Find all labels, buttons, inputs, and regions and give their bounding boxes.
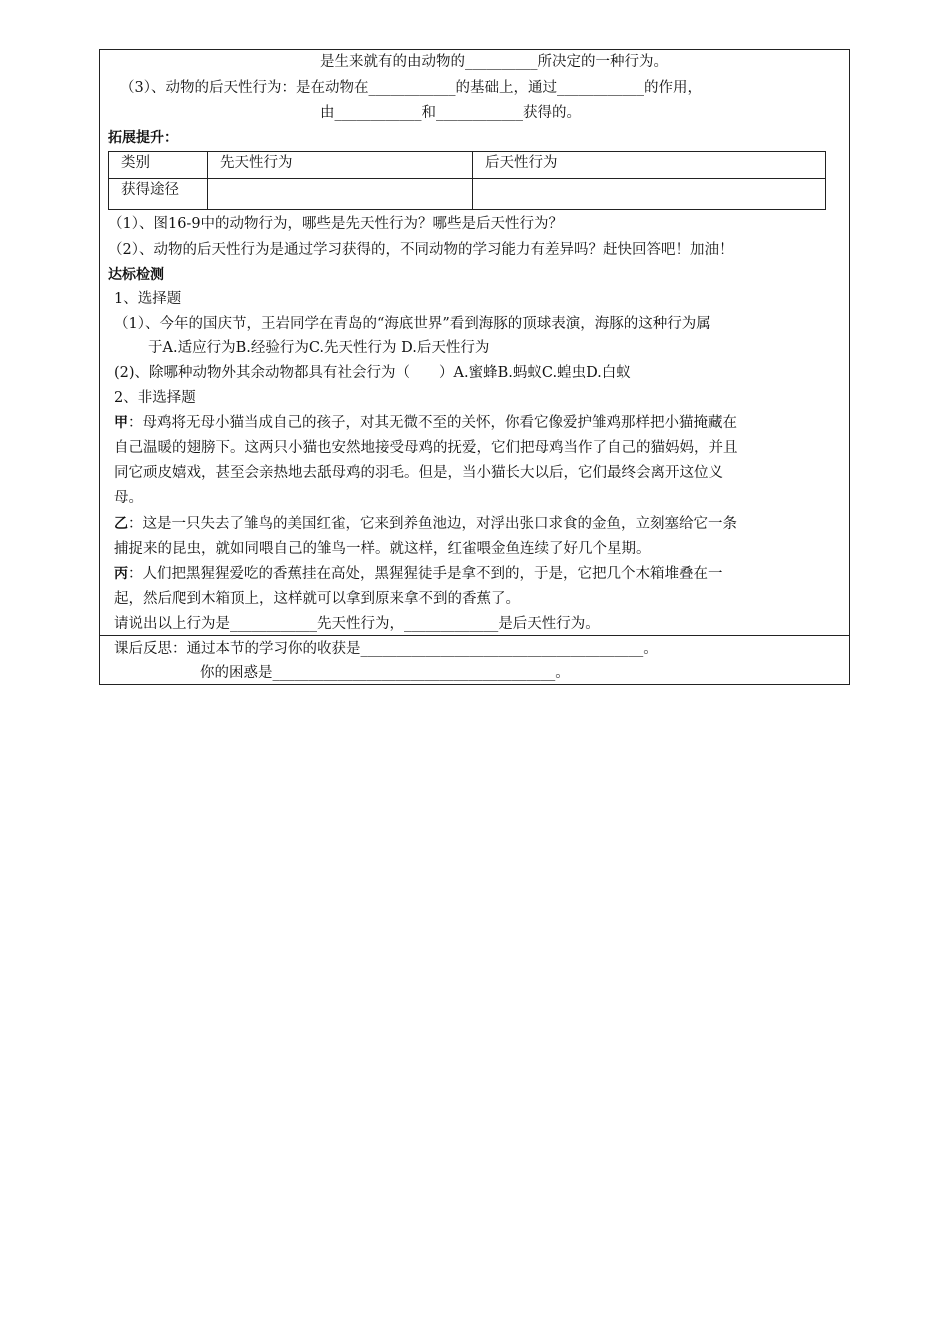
case-jia-line-2: 自己温暖的翅膀下。这两只小猫也安然地接受母鸡的抚爱，它们把母鸡当作了自己的猫妈妈，并且: [114, 440, 738, 456]
choice-question-1: （1）、今年的国庆节，王岩同学在青岛的“海底世界”看到海豚的顶球表演，海豚的这种行为属: [114, 316, 711, 332]
table-cell-innate-answer[interactable]: [208, 179, 473, 210]
case-bing-label: 丙: [114, 566, 128, 582]
extension-question-1: （1）、图16-9中的动物行为，哪些是先天性行为？哪些是后天性行为？: [108, 216, 564, 232]
answer-prompt: 请说出以上行为是____________先天性行为，_____________是后天性行为。: [114, 616, 600, 632]
case-jia-line-3: 同它顽皮嬉戏，甚至会亲热地去舐母鸡的羽毛。但是，当小猫长大以后，它们最终会离开这位义: [114, 465, 723, 481]
section-choice-title: 1、选择题: [114, 291, 182, 307]
learned-definition-line-2: 由____________和____________获得的。: [320, 105, 581, 121]
innate-definition-line: 是生来就有的由动物的__________所决定的一种行为。: [320, 54, 668, 70]
extension-question-2: （2）、动物的后天性行为是通过学习获得的，不同动物的学习能力有差异吗？赶快回答吧！加油！: [108, 242, 734, 258]
case-jia-line-4: 母。: [114, 490, 143, 506]
comparison-table: [108, 151, 826, 210]
case-yi-text-1: ：这是一只失去了雏鸟的美国红雀，它来到养鱼池边，对浮出张口求食的金鱼，立刻塞给它一条: [128, 516, 737, 532]
table-header-category: 类别: [109, 152, 208, 179]
case-bing-line-1: [114, 564, 723, 584]
case-bing-text-1: ：人们把黑猩猩爱吃的香蕉挂在高处，黑猩猩徒手是拿不到的，于是，它把几个木箱堆叠在一: [128, 566, 723, 582]
case-yi-label: 乙: [114, 516, 128, 532]
case-jia-text-1: ：母鸡将无母小猫当成自己的孩子，对其无微不至的关怀，你看它像爱护雏鸡那样把小猫掩藏在: [128, 415, 737, 431]
case-bing-line-2: 起，然后爬到木箱顶上，这样就可以拿到原来拿不到的香蕉了。: [114, 591, 520, 607]
reflection-confusion: 你的困惑是_______________________________________。: [200, 665, 570, 681]
extension-heading: 拓展提升：: [108, 130, 178, 146]
reflection-gains: 课后反思：通过本节的学习你的收获是_______________________________________。: [114, 641, 658, 657]
choice-question-2: (2)、除哪种动物外其余动物都具有社会行为（ ）A.蜜蜂B.蚂蚁C.蝗虫D.白蚁: [114, 365, 631, 381]
table-row-label: 获得途径: [109, 179, 208, 210]
section-nonchoice-title: 2、非选择题: [114, 390, 196, 406]
case-jia-line-1: [114, 413, 737, 433]
reflection-divider: [100, 635, 849, 636]
case-jia-label: 甲: [114, 415, 128, 431]
case-yi-line-2: 捕捉来的昆虫，就如同喂自己的雏鸟一样。就这样，红雀喂金鱼连续了好几个星期。: [114, 541, 651, 557]
choice-question-1-options: 于A.适应行为B.经验行为C.先天性行为 D.后天性行为: [148, 340, 490, 356]
table-cell-learned-answer[interactable]: [473, 179, 826, 210]
table-header-innate: 先天性行为: [208, 152, 473, 179]
learned-definition-line: （3）、动物的后天性行为：是在动物在____________的基础上，通过____________的作用，: [120, 80, 702, 96]
test-heading: 达标检测: [108, 267, 164, 283]
case-yi-line-1: [114, 514, 737, 534]
table-header-learned: 后天性行为: [473, 152, 826, 179]
worksheet-frame: [99, 49, 850, 685]
